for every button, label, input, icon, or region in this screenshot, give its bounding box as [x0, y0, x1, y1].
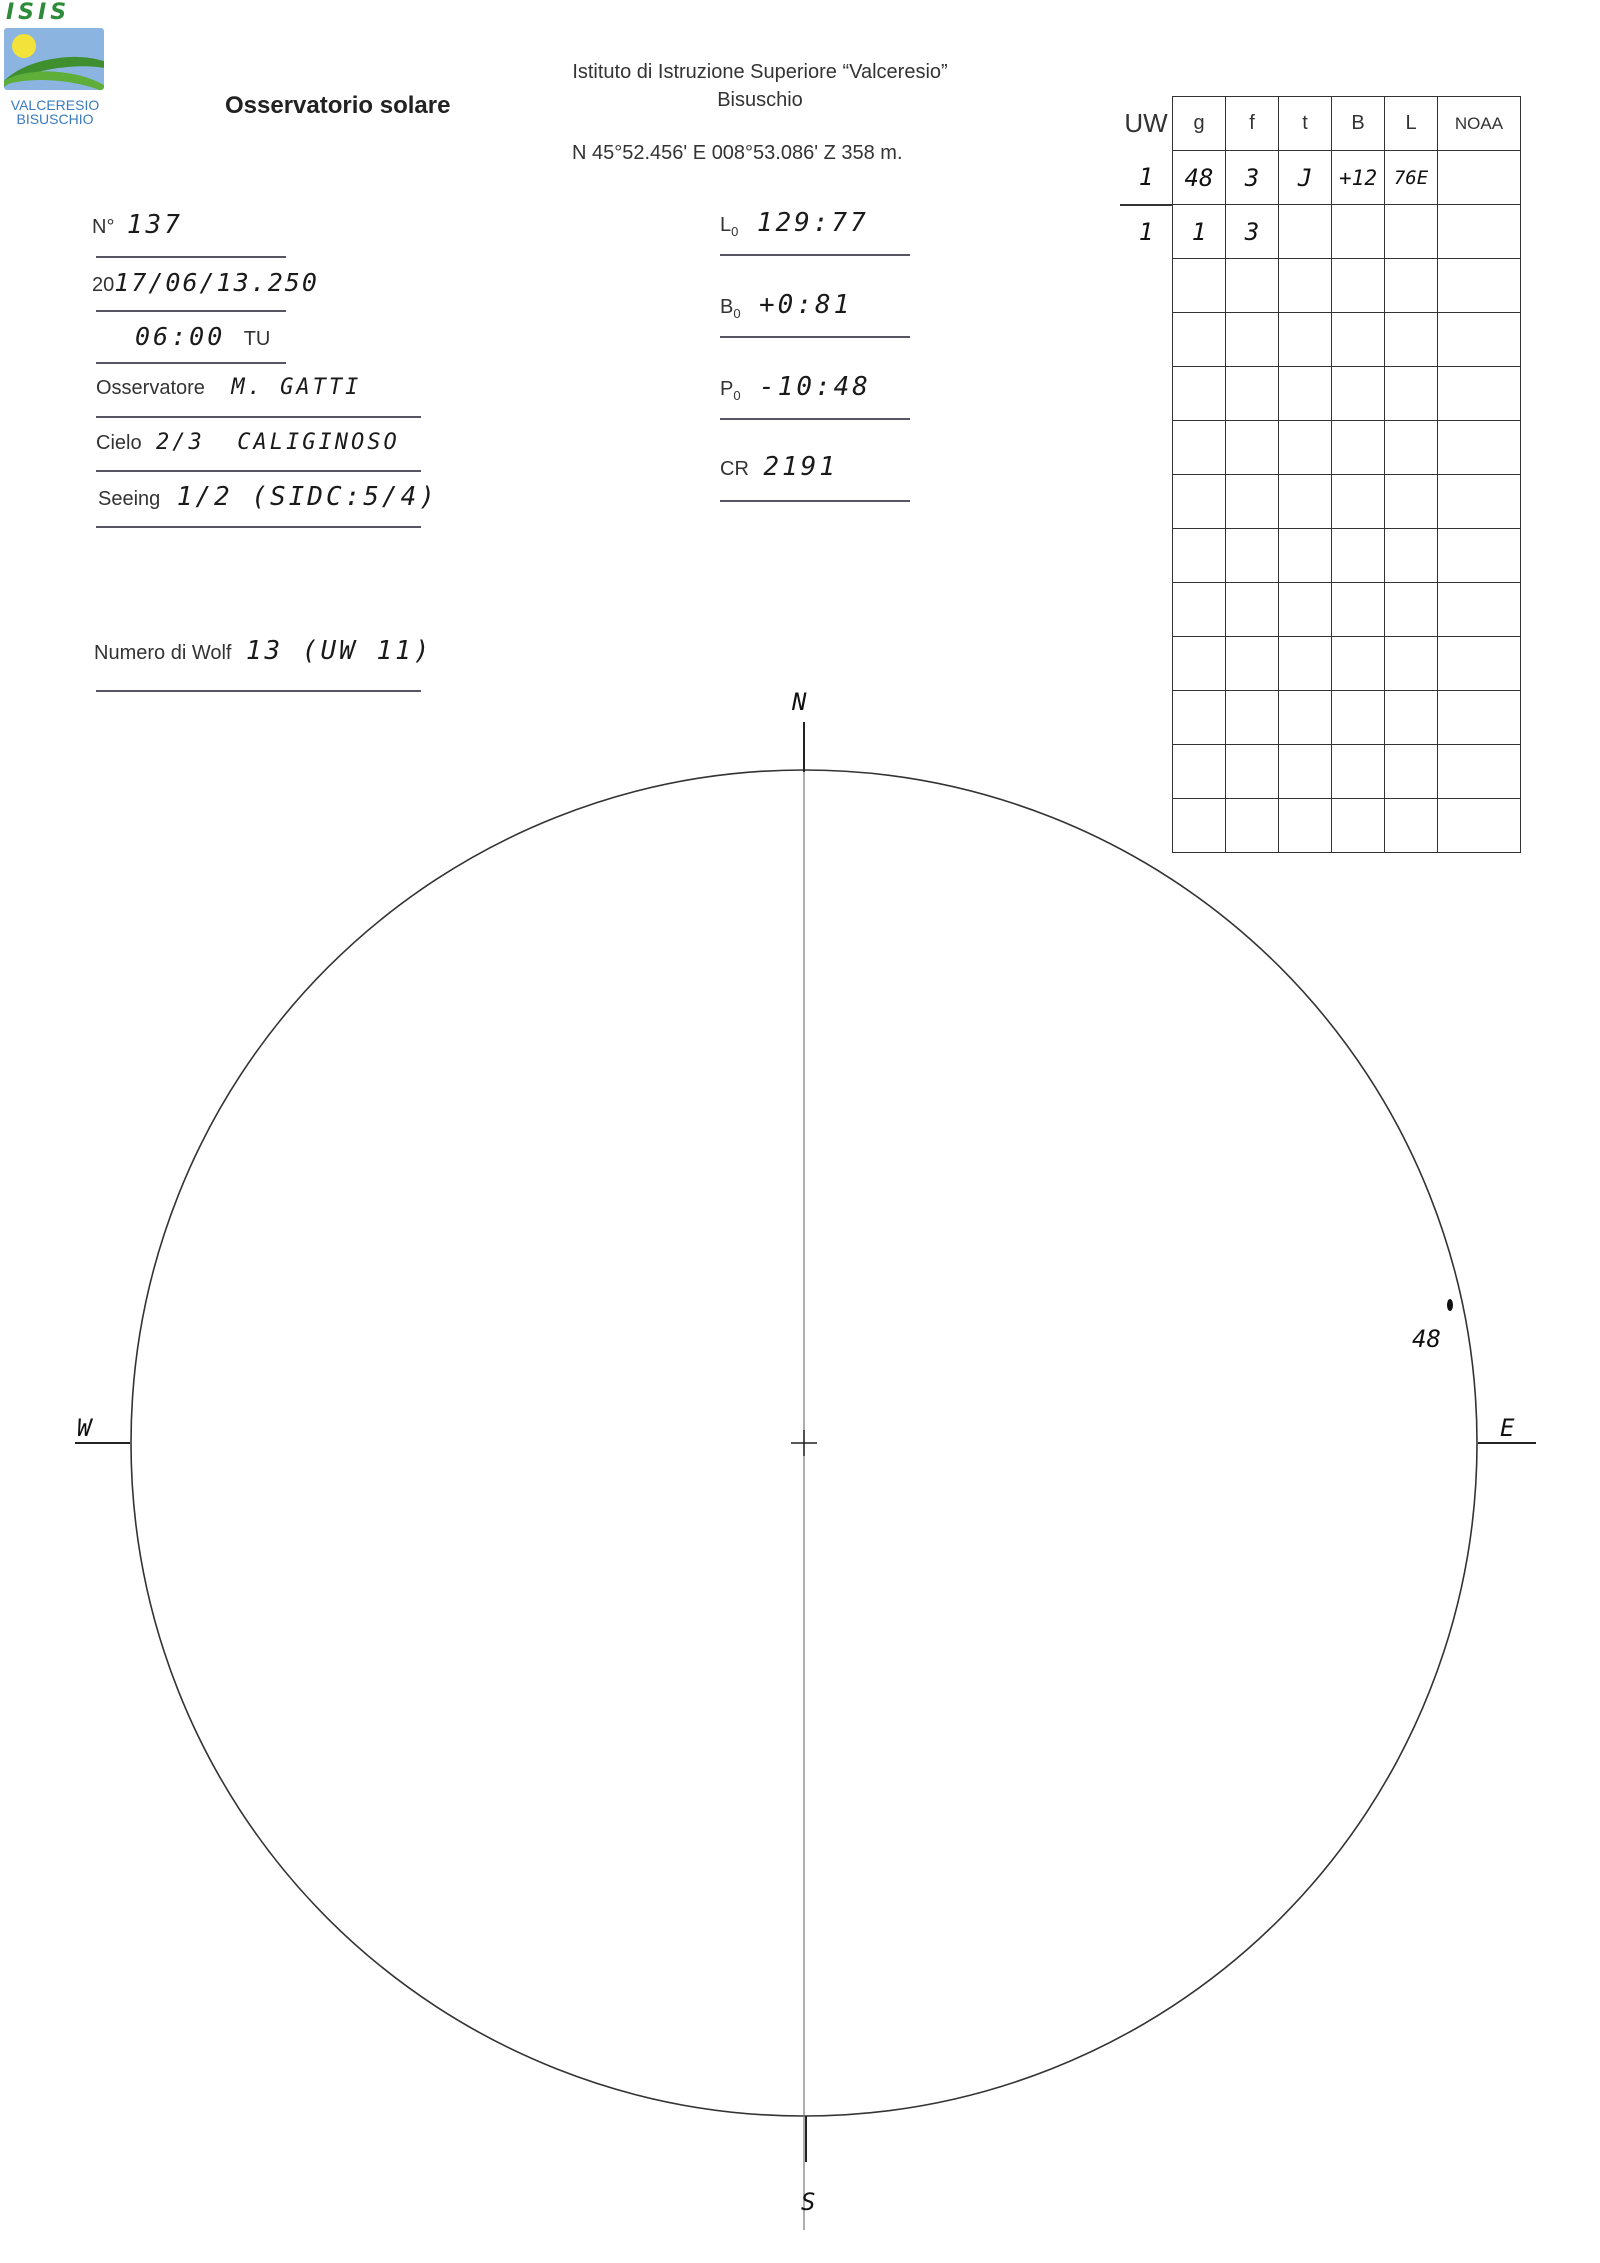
table-cell: 1	[1138, 163, 1154, 191]
south-label: S	[801, 2188, 816, 2216]
column-header-g: g	[1173, 97, 1226, 151]
seeing-label: Seeing	[98, 488, 161, 510]
b0-value: +0:81	[759, 290, 853, 320]
table-cell: 1	[1173, 205, 1226, 259]
table-cell: 3	[1226, 205, 1279, 259]
l0-label: $L_0$	[720, 214, 739, 239]
p0-value: -10:48	[759, 372, 871, 402]
time-unit: TU	[243, 328, 271, 350]
group-number-label: 48	[1412, 1325, 1441, 1353]
west-label: W	[77, 1414, 92, 1442]
logo-caption-top: VALCERESIO	[10, 97, 100, 113]
observatory-title: Osservatorio solare	[225, 92, 451, 119]
institute-town: Bisuschio	[717, 89, 803, 111]
p0-label: $P_0$	[720, 378, 741, 403]
observer-label: Osservatore	[96, 377, 205, 399]
sky-label: Cielo	[96, 432, 142, 454]
cr-label: CR	[720, 458, 749, 480]
institute-name: Istituto di Istruzione Superiore “Valceresio”	[572, 61, 948, 83]
wolf-number-value: 13 (UW 11)	[245, 636, 433, 666]
sheet-number-value: 137	[126, 210, 183, 240]
table-cell: 3	[1226, 151, 1279, 205]
sky-value: 2/3 CALIGINOSO	[156, 430, 400, 455]
logo-caption-bottom: BISUSCHIO	[16, 111, 94, 127]
north-label: N	[792, 688, 807, 716]
column-header-b: B	[1332, 97, 1385, 151]
table-cell: 1	[1120, 205, 1173, 259]
date-value: 17/06/13.250	[114, 268, 319, 297]
seeing-value: 1/2 (SIDC:5/4)	[176, 482, 438, 512]
sunspot-group-48	[1447, 1299, 1453, 1311]
time-value: 06:00	[135, 322, 226, 351]
column-header-f: f	[1226, 97, 1279, 151]
date-printed-prefix: 20	[92, 274, 115, 296]
site-coordinates: N 45°52.456' E 008°53.086' Z 358 m.	[572, 142, 903, 164]
column-header-t: t	[1279, 97, 1332, 151]
wolf-number-label: Numero di Wolf	[94, 642, 232, 664]
table-cell: +12	[1332, 151, 1385, 205]
sheet-number-label: N°	[92, 216, 115, 238]
column-header-uw: UW	[1124, 108, 1168, 138]
cr-value: 2191	[763, 452, 838, 482]
observer-value: M. GATTI	[231, 375, 362, 400]
east-label: E	[1500, 1414, 1515, 1442]
table-cell: J	[1279, 151, 1332, 205]
column-header-l: L	[1385, 97, 1438, 151]
column-header-noaa: NOAA	[1438, 97, 1521, 151]
b0-label: $B_0$	[720, 296, 741, 321]
l0-value: 129:77	[756, 208, 869, 238]
logo-brand-text: ISIS	[6, 0, 71, 25]
table-cell: 48	[1173, 151, 1226, 205]
table-cell: 76E	[1385, 151, 1438, 205]
